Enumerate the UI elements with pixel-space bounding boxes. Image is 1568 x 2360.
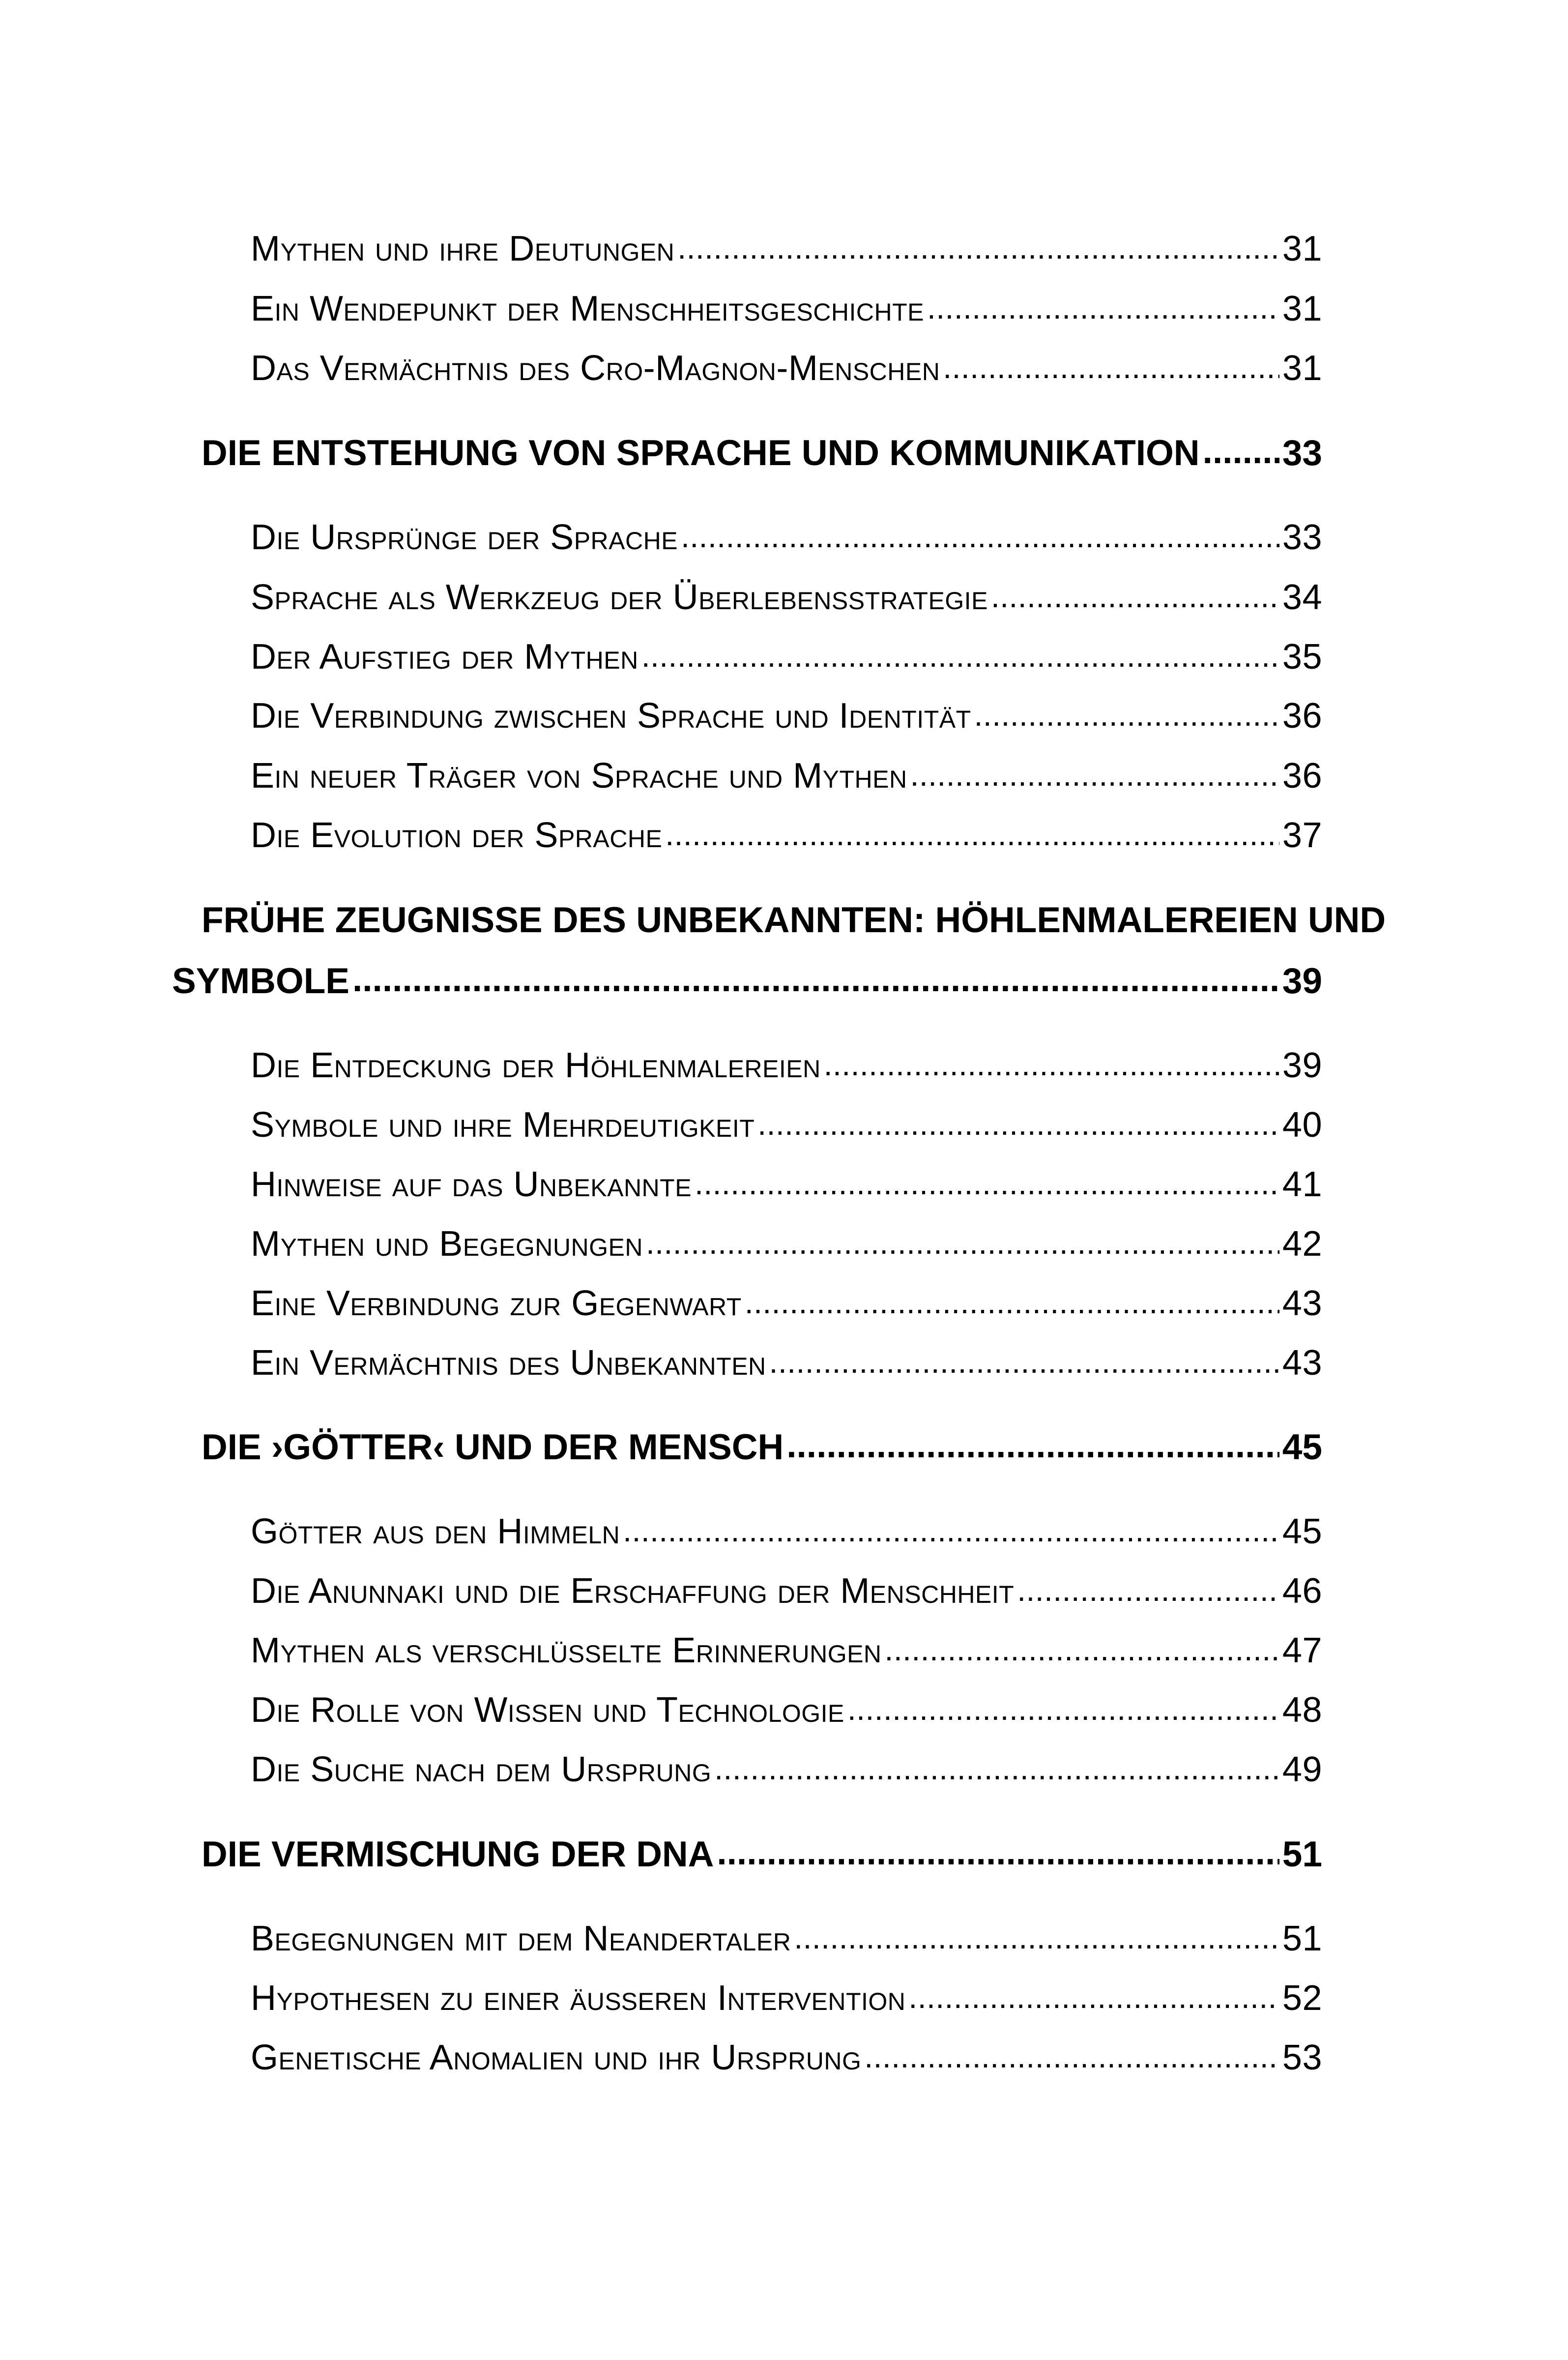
- toc-subentry[interactable]: [251, 1343, 1322, 1383]
- toc-chapter-entry[interactable]: [202, 1427, 1322, 1468]
- toc-subentry-title: Die Verbindung zwischen Sprache und Identität: [251, 696, 971, 736]
- toc-subentry[interactable]: [251, 1690, 1322, 1730]
- toc-subentry-title: Begegnungen mit dem Neandertaler: [251, 1919, 791, 1958]
- dot-leader: [910, 757, 1279, 793]
- toc-subentry-title: Hinweise auf das Unbekannte: [251, 1165, 692, 1204]
- toc-page-number: 42: [1282, 1224, 1322, 1264]
- toc-subentry-title: Die Anunnaki und die Erschaffung der Menschheit: [251, 1571, 1015, 1611]
- toc-subentry[interactable]: [251, 229, 1322, 269]
- toc-page-number: 33: [1282, 433, 1322, 473]
- toc-page-number: 49: [1282, 1750, 1322, 1789]
- dot-leader: [714, 1750, 1279, 1787]
- toc-subentry-title: Mythen als verschlüsselte Erinnerungen: [251, 1631, 882, 1670]
- toc-page-number: 36: [1282, 756, 1322, 796]
- toc-subentry[interactable]: [251, 1630, 1322, 1671]
- toc-page-number: 45: [1282, 1427, 1322, 1467]
- toc-subentry[interactable]: [251, 1283, 1322, 1324]
- toc-subentry-title: Symbole und ihre Mehrdeutigkeit: [251, 1105, 755, 1145]
- toc-page-number: 41: [1282, 1165, 1322, 1204]
- toc-subentry[interactable]: [251, 1571, 1322, 1611]
- toc-subentry-title: Mythen und ihre Deutungen: [251, 229, 675, 268]
- toc-subentry[interactable]: [251, 348, 1322, 388]
- toc-subentry-title: Ein Vermächtnis des Unbekannten: [251, 1343, 766, 1383]
- toc-page-number: 36: [1282, 696, 1322, 736]
- toc-page-number: 33: [1282, 518, 1322, 557]
- toc-subentry[interactable]: [251, 1978, 1322, 2018]
- toc-subentry-title: Eine Verbindung zur Gegenwart: [251, 1284, 742, 1323]
- toc-subentry-title: Mythen und Begegnungen: [251, 1224, 643, 1264]
- toc-subentry[interactable]: [251, 1749, 1322, 1790]
- dot-leader: [847, 1691, 1279, 1727]
- toc-chapter-entry[interactable]: [172, 961, 1322, 1002]
- dot-leader: [665, 816, 1279, 853]
- toc-page-number: 35: [1282, 637, 1322, 677]
- dot-leader: [646, 1225, 1279, 1261]
- dot-leader: [974, 697, 1279, 733]
- toc-subentry[interactable]: [251, 1105, 1322, 1145]
- toc-chapter-title: DIE ›GÖTTER‹ UND DER MENSCH: [202, 1427, 784, 1467]
- dot-leader: [757, 1106, 1279, 1142]
- toc-subentry-title: Die Rolle von Wissen und Technologie: [251, 1690, 844, 1730]
- toc-page-number: 31: [1282, 229, 1322, 268]
- dot-leader: [769, 1344, 1279, 1380]
- toc-subentry-title: Genetische Anomalien und ihr Ursprung: [251, 2038, 862, 2077]
- dot-leader: [1017, 1572, 1279, 1608]
- dot-leader: [786, 1425, 1279, 1466]
- toc-chapter-entry[interactable]: [202, 1834, 1322, 1875]
- toc-page-number: 53: [1282, 2038, 1322, 2077]
- toc-chapter-title: DIE ENTSTEHUNG VON SPRACHE UND KOMMUNIKATION: [202, 433, 1200, 473]
- toc-chapter-title: DIE VERMISCHUNG DER DNA: [202, 1834, 714, 1874]
- toc-page-number: 37: [1282, 816, 1322, 855]
- dot-leader: [908, 1979, 1279, 2015]
- dot-leader: [885, 1631, 1279, 1668]
- toc-subentry-title: Das Vermächtnis des Cro-Magnon-Menschen: [251, 349, 940, 388]
- toc-page-number: 51: [1282, 1834, 1322, 1874]
- toc-subentry[interactable]: [251, 1045, 1322, 1086]
- toc-subentry[interactable]: [251, 517, 1322, 558]
- toc-subentry-title: Sprache als Werkzeug der Überlebensstrategie: [251, 578, 988, 617]
- toc-subentry[interactable]: [251, 289, 1322, 329]
- toc-subentry-title: Die Evolution der Sprache: [251, 816, 663, 855]
- toc-subentry[interactable]: [251, 637, 1322, 677]
- dot-leader: [1203, 431, 1279, 472]
- toc-subentry-title: Der Aufstieg der Mythen: [251, 637, 639, 677]
- toc-page-number: 51: [1282, 1919, 1322, 1958]
- toc-subentry-title: Ein Wendepunkt der Menschheitsgeschichte: [251, 289, 924, 328]
- toc-subentry-title: Götter aus den Himmeln: [251, 1512, 620, 1551]
- dot-leader: [641, 638, 1279, 674]
- dot-leader: [991, 578, 1279, 615]
- toc-page-number: 45: [1282, 1512, 1322, 1551]
- dot-leader: [927, 290, 1279, 326]
- toc-page-number: 39: [1282, 1046, 1322, 1085]
- toc-subentry-title: Hypothesen zu einer äußeren Intervention: [251, 1978, 906, 2018]
- toc-subentry[interactable]: [251, 1918, 1322, 1959]
- dot-leader: [681, 518, 1279, 555]
- toc-subentry-title: Die Suche nach dem Ursprung: [251, 1750, 712, 1789]
- toc-subentry-title: Die Ursprünge der Sprache: [251, 518, 678, 557]
- toc-subentry[interactable]: [251, 577, 1322, 618]
- dot-leader: [352, 959, 1279, 1000]
- toc-subentry-title: Ein neuer Träger von Sprache und Mythen: [251, 756, 907, 796]
- toc-page-number: 47: [1282, 1631, 1322, 1670]
- toc-subentry-title: Die Entdeckung der Höhlenmalereien: [251, 1046, 821, 1085]
- dot-leader: [695, 1165, 1279, 1202]
- toc-page-number: 46: [1282, 1571, 1322, 1611]
- toc-subentry[interactable]: [251, 696, 1322, 736]
- toc-page-number: 43: [1282, 1284, 1322, 1323]
- toc-page-number: 31: [1282, 289, 1322, 328]
- toc-subentry[interactable]: [251, 1164, 1322, 1205]
- dot-leader: [794, 1919, 1279, 1956]
- toc-page-number: 34: [1282, 578, 1322, 617]
- toc-page-number: 48: [1282, 1690, 1322, 1730]
- toc-page-number: 39: [1282, 961, 1322, 1001]
- toc-page-number: 52: [1282, 1978, 1322, 2018]
- dot-leader: [677, 230, 1279, 266]
- toc-page-number: 40: [1282, 1105, 1322, 1145]
- toc-page-number: 31: [1282, 349, 1322, 388]
- toc-subentry[interactable]: [251, 2037, 1322, 2078]
- dot-leader: [623, 1512, 1279, 1549]
- toc-page-number: 43: [1282, 1343, 1322, 1383]
- toc-subentry[interactable]: [251, 756, 1322, 796]
- toc-chapter-entry[interactable]: [202, 433, 1322, 473]
- dot-leader: [943, 349, 1279, 385]
- dot-leader: [717, 1832, 1279, 1873]
- toc-subentry[interactable]: [251, 815, 1322, 856]
- toc-subentry[interactable]: [251, 1511, 1322, 1552]
- dot-leader: [745, 1284, 1279, 1321]
- toc-chapter-title: SYMBOLE: [172, 961, 349, 1001]
- toc-subentry[interactable]: [251, 1224, 1322, 1264]
- toc-chapter-title-line1[interactable]: FRÜHE ZEUGNISSE DES UNBEKANNTEN: HÖHLENMALEREIEN UND: [202, 900, 1386, 940]
- dot-leader: [824, 1046, 1279, 1083]
- dot-leader: [864, 2038, 1279, 2075]
